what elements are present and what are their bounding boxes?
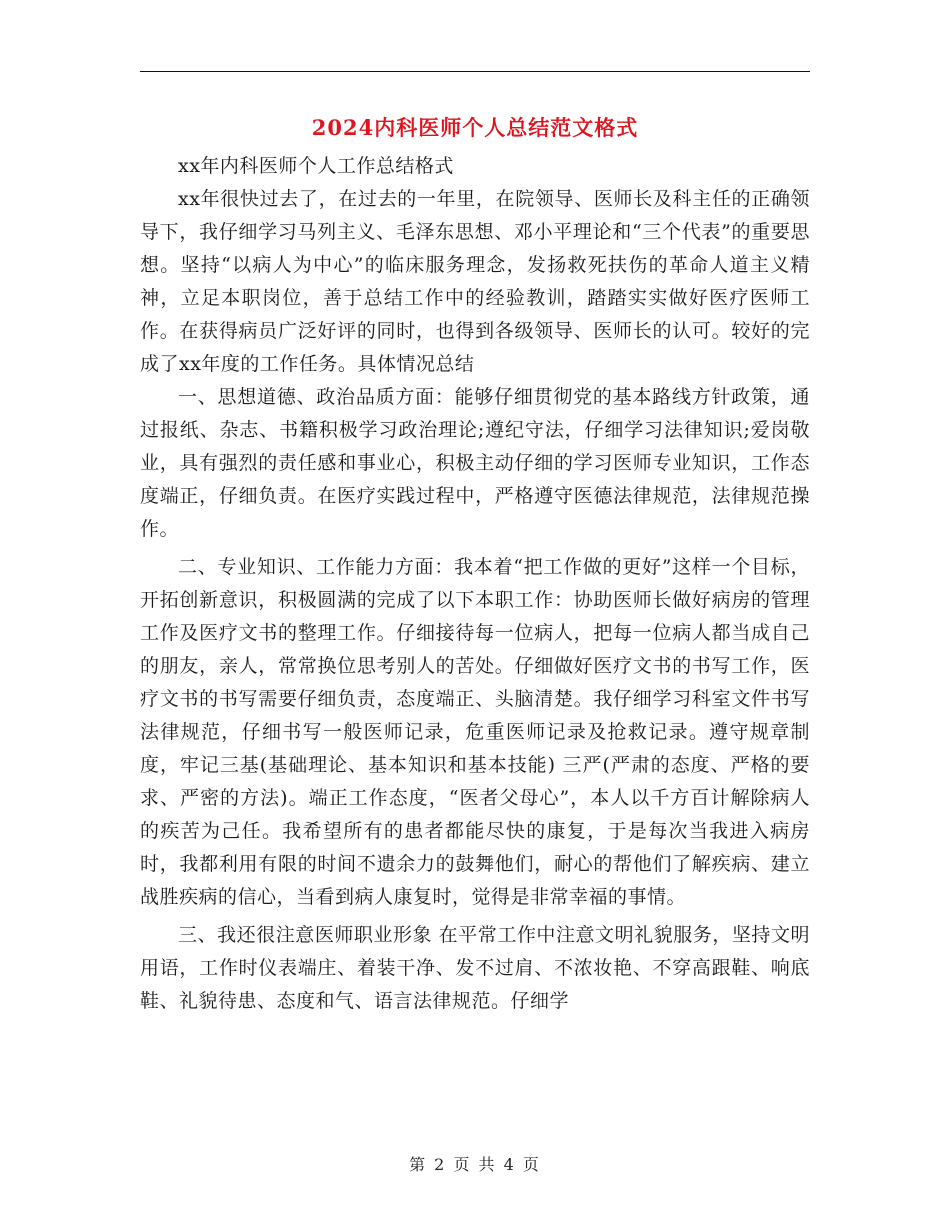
section-three-paragraph: 三、我还很注意医师职业形象 在平常工作中注意文明礼貌服务，坚持文明用语，工作时仪表端庄、着装干净、发不过肩、不浓妆艳、不穿高跟鞋、响底鞋、礼貌待患、态度和气、语言法律规范。仔细学 <box>140 924 810 1012</box>
section-two-paragraph: 二、专业知识、工作能力方面：我本着“把工作做的更好”这样一个目标，开拓创新意识，积极圆满的完成了以下本职工作：协助医师长做好病房的管理工作及医疗文书的整理工作。仔细接待每一位病人，把每一位病人都当成自己的朋友，亲人，常常换位思考别人的苦处。仔细做好医疗文书的书写工作，医疗文书的书写需要仔细负责，态度端正、头脑清楚。我仔细学习科室文件书写法律规范，仔细书写一般医师记录，危重医师记录及抢救记录。遵守规章制度，牢记三基(基础理论、基本知识和基本技能) 三严(严肃的态度、严格的要求、严密的方法)。端正工作态度，“医者父母心”，本人以千方百计解除病人的疾苦为己任。我希望所有的患者都能尽快的康复，于是每次当我进入病房时，我都利用有限的时间不遗余力的鼓舞他们，耐心的帮他们了解疾病、建立战胜疾病的信心，当看到病人康复时，觉得是非常幸福的事情。 <box>140 556 810 908</box>
header-rule <box>140 71 810 72</box>
document-body <box>140 150 810 1018</box>
intro-paragraph: xx年很快过去了，在过去的一年里，在院领导、医师长及科主任的正确领导下，我仔细学习马列主义、毛泽东思想、邓小平理论和“三个代表”的重要思想。坚持“以病人为中心”的临床服务理念，发扬救死扶伤的革命人道主义精神，立足本职岗位，善于总结工作中的经验教训，踏踏实实做好医疗医师工作。在获得病员广泛好评的同时，也得到各级领导、医师长的认可。较好的完成了xx年度的工作任务。具体情况总结 <box>140 188 810 375</box>
section-one-paragraph: 一、思想道德、政治品质方面：能够仔细贯彻党的基本路线方针政策，通过报纸、杂志、书籍积极学习政治理论;遵纪守法，仔细学习法律知识;爱岗敬业，具有强烈的责任感和事业心，积极主动仔细的学习医师专业知识，工作态度端正，仔细负责。在医疗实践过程中，严格遵守医德法律规范，法律规范操作。 <box>140 386 810 540</box>
page-number-footer: 第 2 页 共 4 页 <box>409 1155 541 1174</box>
subtitle-paragraph: xx年内科医师个人工作总结格式 <box>178 155 454 177</box>
document-title: 2024内科医师个人总结范文格式 <box>311 115 639 140</box>
